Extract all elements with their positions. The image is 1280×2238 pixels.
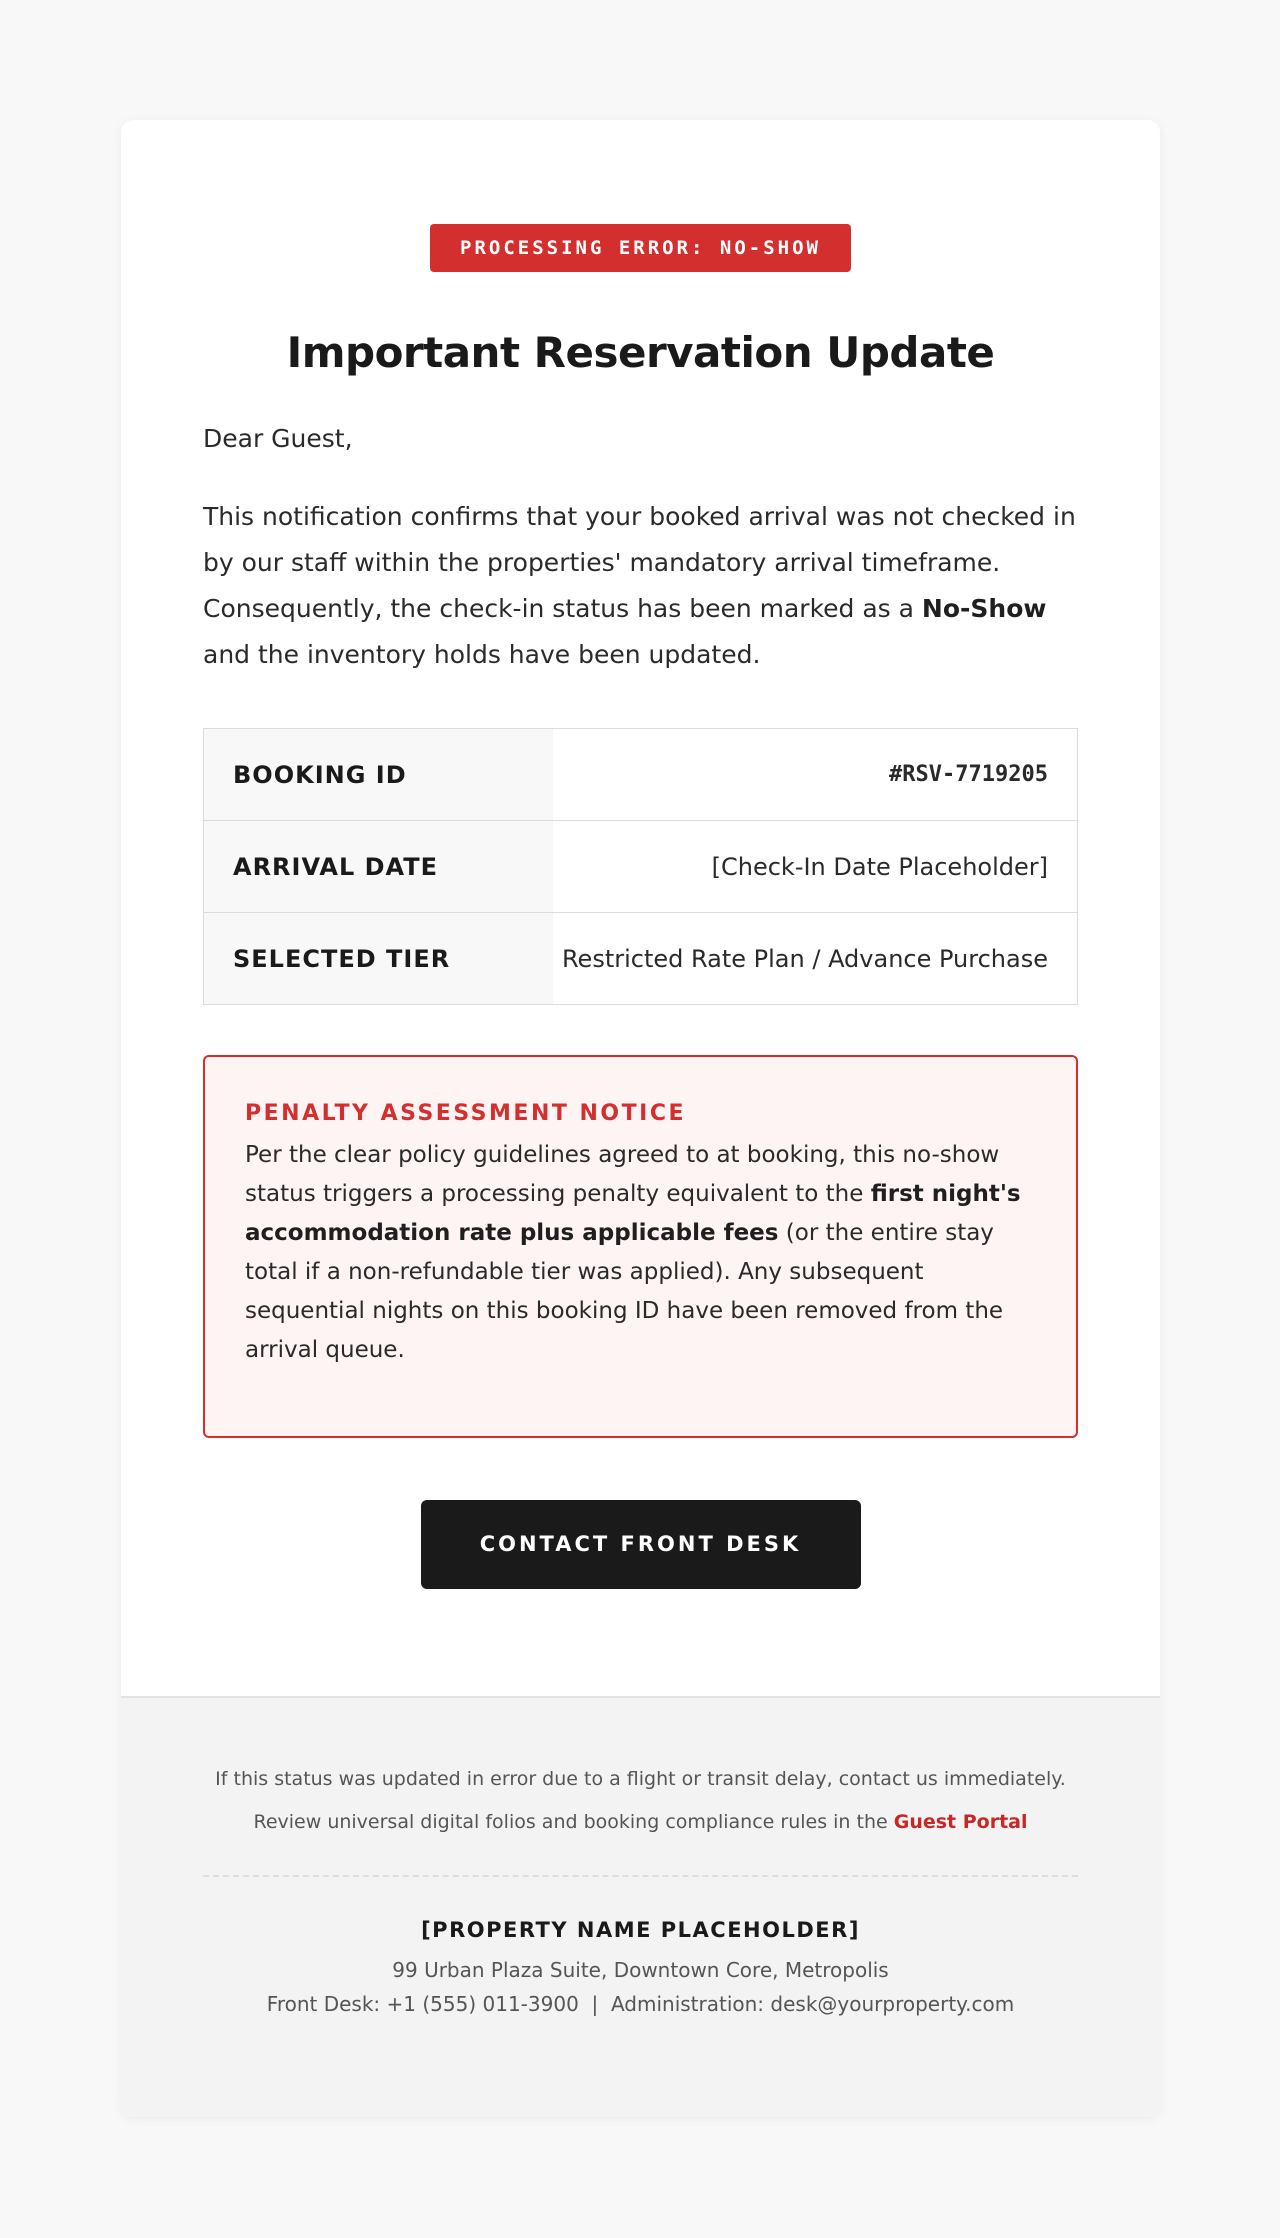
button-wrap bbox=[203, 1500, 1078, 1589]
penalty-notice-body bbox=[245, 1136, 1036, 1370]
status-badge: PROCESSING ERROR: NO-SHOW bbox=[430, 224, 851, 272]
arrival-date-label: ARRIVAL DATE bbox=[204, 821, 553, 913]
booking-id-label: BOOKING ID bbox=[204, 729, 553, 821]
selected-tier-value: Restricted Rate Plan / Advance Purchase bbox=[561, 944, 1048, 973]
property-name: [PROPERTY NAME PLACEHOLDER] bbox=[421, 1918, 860, 1942]
footer-portal-text: Review universal digital folios and booking compliance rules in the bbox=[253, 1811, 894, 1833]
contact-front-desk-button[interactable]: CONTACT FRONT DESK bbox=[421, 1500, 861, 1589]
intro-paragraph bbox=[203, 494, 1078, 678]
intro-text-end: and the inventory holds have been updated. bbox=[203, 640, 761, 669]
booking-details-table bbox=[203, 728, 1078, 1005]
guest-portal-link[interactable]: Guest Portal bbox=[893, 1811, 1028, 1833]
status-badge-wrap bbox=[203, 224, 1078, 272]
footer-divider bbox=[203, 1875, 1078, 1877]
intro-text-start: This notification confirms that your booked arrival was not checked in by our staff within the properties' mandatory arrival timeframe. Consequently, the check-in status has been marked as a bbox=[203, 502, 1076, 623]
table-row bbox=[204, 729, 1078, 821]
footer bbox=[121, 1696, 1160, 2117]
booking-id-value: #RSV-7719205 bbox=[553, 729, 1078, 821]
notice-text-start: Per the clear policy guidelines agreed to at booking, this no-show status triggers a processing penalty equivalent to the bbox=[245, 1142, 1000, 1207]
email-body bbox=[121, 120, 1160, 1696]
notice-text-end: (or the entire stay total if a non-refundable tier was applied). Any subsequent sequential nights on this booking ID have been removed from the arrival queue. bbox=[245, 1220, 1004, 1363]
property-address: 99 Urban Plaza Suite, Downtown Core, Metropolis bbox=[392, 1958, 889, 1982]
arrival-date-value: [Check-In Date Placeholder] bbox=[553, 821, 1078, 913]
penalty-notice bbox=[203, 1055, 1078, 1438]
email-card bbox=[121, 120, 1160, 2117]
page-title: Important Reservation Update bbox=[286, 328, 995, 377]
greeting: Dear Guest, bbox=[203, 424, 353, 453]
property-contact: Front Desk: +1 (555) 011-3900 | Administration: desk@yourproperty.com bbox=[266, 1992, 1015, 2016]
penalty-notice-title: PENALTY ASSESSMENT NOTICE bbox=[245, 1101, 687, 1126]
footer-error-note: If this status was updated in error due to a flight or transit delay, contact us immediately. bbox=[215, 1768, 1066, 1790]
table-row bbox=[204, 913, 1078, 1005]
table-row bbox=[204, 821, 1078, 913]
footer-portal-note bbox=[203, 1811, 1078, 1833]
notice-emphasis: first night's accommodation rate plus applicable fees bbox=[245, 1181, 1021, 1246]
selected-tier-label: SELECTED TIER bbox=[204, 913, 553, 1005]
intro-no-show: No-Show bbox=[921, 594, 1047, 623]
